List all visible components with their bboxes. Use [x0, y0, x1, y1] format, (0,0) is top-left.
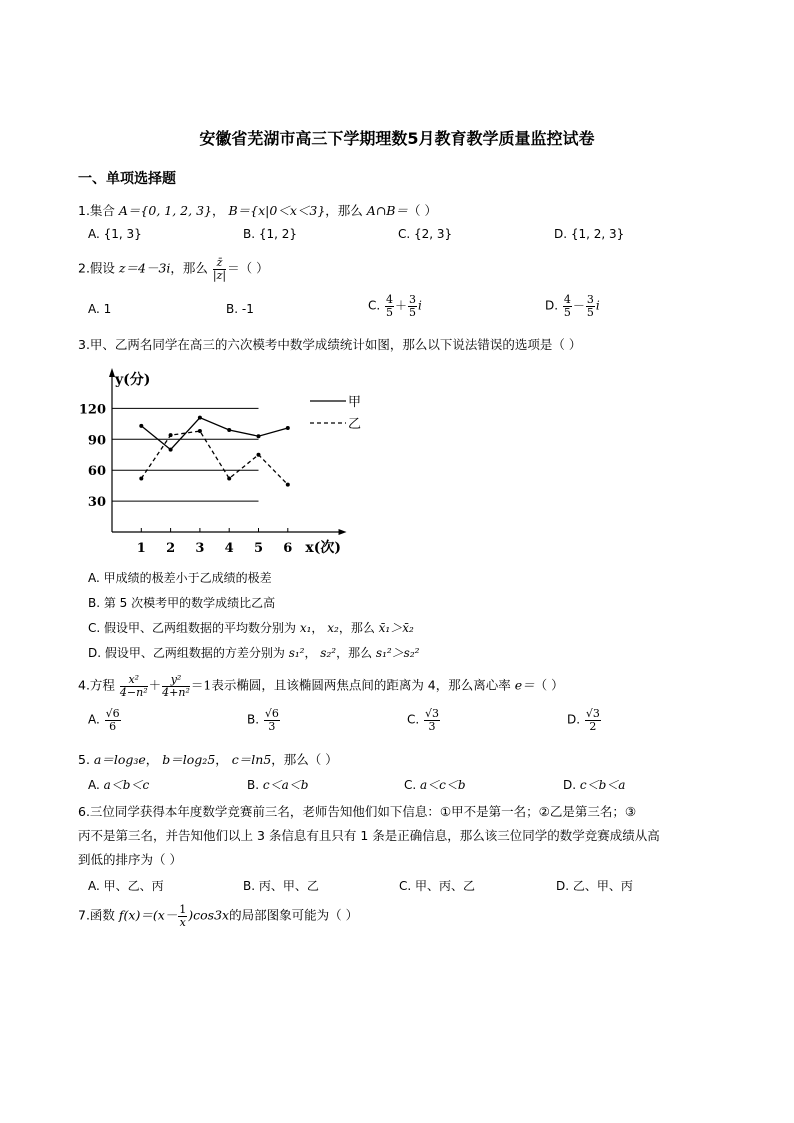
score-line-chart — [78, 364, 384, 556]
x-tick-label: 4 — [224, 541, 234, 556]
question-6-line-1: 6.三位同学获得本年度数学竞赛前三名，老师告知他们如下信息：①甲不是第一名；②乙是第三名；③ — [78, 804, 637, 819]
q1-option-d[interactable]: D. {1, 2, 3} — [554, 227, 625, 241]
question-5: 5. a＝log₃e， b＝log₂5， c＝ln5，那么（ ） — [78, 752, 338, 767]
q2-fraction: $\frac{z̄}{|z|}$ — [212, 256, 227, 282]
x-tick-label: 6 — [283, 541, 293, 556]
data-point-甲 — [257, 434, 261, 438]
q2-option-c[interactable]: C. $\frac{4}{5}$ ＋ $\frac{3}{5}$ i — [368, 293, 422, 319]
question-7: 7.函数 f(x)＝(x－ $\frac{1}{x}$ )cos3x的局部图象可能为（ ） — [78, 903, 359, 929]
data-point-甲 — [139, 424, 143, 428]
y-tick-label: 60 — [87, 464, 106, 480]
series-line-甲 — [141, 418, 287, 450]
q4-option-a[interactable]: A. $\frac{√6}{6}$ — [88, 707, 120, 733]
q2-paren: ＝（ ） — [227, 260, 269, 276]
data-point-乙 — [198, 429, 202, 433]
data-point-甲 — [198, 416, 202, 420]
question-6-line-3: 到低的排序为（ ） — [78, 852, 182, 867]
q4-option-c[interactable]: C. $\frac{√3}{3}$ — [407, 707, 440, 733]
legend-label-乙: 乙 — [348, 417, 362, 432]
data-point-乙 — [139, 476, 143, 480]
question-2 — [78, 257, 269, 281]
question-6-line-2: 丙不是第三名，并告知他们以上 3 条信息有且只有 1 条是正确信息，那么该三位同学的数学竞赛成绩从高 — [78, 828, 660, 843]
q1-set-a: A＝{0, 1, 2, 3} — [118, 203, 212, 218]
q2-expr: z＝4－3i — [118, 260, 171, 276]
y-tick-label: 30 — [87, 495, 106, 511]
data-point-乙 — [286, 483, 290, 487]
q3-option-d[interactable]: D. 假设甲、乙两组数据的方差分别为 s₁²， s₂²，那么 s₁²＞s₂² — [88, 646, 420, 660]
q1-expr: A∩B＝ — [366, 203, 408, 218]
legend-label-甲: 甲 — [348, 395, 362, 410]
q2-label: 2.假设 — [78, 260, 119, 276]
y-tick-label: 90 — [87, 433, 106, 449]
q4-option-d[interactable]: D. $\frac{√3}{2}$ — [567, 707, 600, 733]
page-title: 安徽省芜湖市高三下学期理数5月教育教学质量监控试卷 — [199, 129, 595, 148]
q5-option-a[interactable]: A. a＜b＜c — [88, 778, 150, 792]
q2-then: ，那么 — [170, 260, 212, 276]
q3-option-c[interactable]: C. 假设甲、乙两组数据的平均数分别为 x₁， x₂，那么 x̄₁＞x̄₂ — [88, 621, 414, 635]
section-heading: 一、单项选择题 — [78, 171, 176, 187]
q2-option-b[interactable]: B. -1 — [226, 302, 254, 316]
q5-option-d[interactable]: D. c＜b＜a — [563, 778, 626, 792]
q1-label: 1.集合 — [78, 203, 119, 218]
q1-option-a[interactable]: A. {1, 3} — [88, 227, 142, 241]
q1-sep: ， — [212, 203, 229, 218]
q6-option-c[interactable]: C. 甲、丙、乙 — [399, 879, 476, 893]
q3-option-a[interactable]: A. 甲成绩的极差小于乙成绩的极差 — [88, 571, 272, 585]
q1-paren: （ ） — [407, 203, 437, 218]
question-4: 4.方程 $\frac{\text{x²}}{\text{4−n²}}$ ＋ $\frac{\text{y²}}{\text{4+n²}}$ ＝1表示椭圆，且该椭圆两焦点间的距离为 4，那么离心率 e＝（ ） — [78, 673, 564, 699]
data-point-甲 — [286, 426, 290, 430]
q6-option-a[interactable]: A. 甲、乙、丙 — [88, 879, 164, 893]
q6-option-b[interactable]: B. 丙、甲、乙 — [243, 879, 319, 893]
q3-option-b[interactable]: B. 第 5 次模考甲的数学成绩比乙高 — [88, 596, 276, 610]
x-tick-label: 2 — [166, 541, 176, 556]
data-point-乙 — [257, 453, 261, 457]
x-tick-label: 1 — [136, 541, 146, 556]
q2-option-a[interactable]: A. 1 — [88, 302, 112, 316]
question-3: 3.甲、乙两名同学在高三的六次模考中数学成绩统计如图，那么以下说法错误的选项是（ ） — [78, 337, 582, 352]
q2-option-d[interactable]: D. $\frac{4}{5}$ － $\frac{3}{5}$ i — [545, 293, 600, 319]
x-tick-label: 3 — [195, 541, 205, 556]
data-point-甲 — [227, 428, 231, 432]
q6-option-d[interactable]: D. 乙、甲、丙 — [556, 879, 633, 893]
question-1 — [78, 201, 437, 219]
x-axis-arrow — [339, 529, 347, 535]
x-axis-label: x(次) — [305, 540, 341, 556]
q1-then: ，那么 — [325, 203, 367, 218]
q5-option-c[interactable]: C. a＜c＜b — [404, 778, 466, 792]
data-point-甲 — [169, 448, 173, 452]
q1-option-b[interactable]: B. {1, 2} — [243, 227, 298, 241]
y-axis-label: y(分) — [115, 372, 151, 388]
q4-option-b[interactable]: B. $\frac{√6}{3}$ — [247, 707, 279, 733]
q5-option-b[interactable]: B. c＜a＜b — [247, 778, 309, 792]
data-point-乙 — [169, 433, 173, 437]
q1-option-c[interactable]: C. {2, 3} — [398, 227, 453, 241]
x-tick-label: 5 — [253, 541, 264, 556]
data-point-乙 — [227, 476, 231, 480]
q1-set-b: B＝{x|0＜x＜3} — [228, 203, 326, 218]
y-tick-label: 120 — [78, 402, 106, 418]
